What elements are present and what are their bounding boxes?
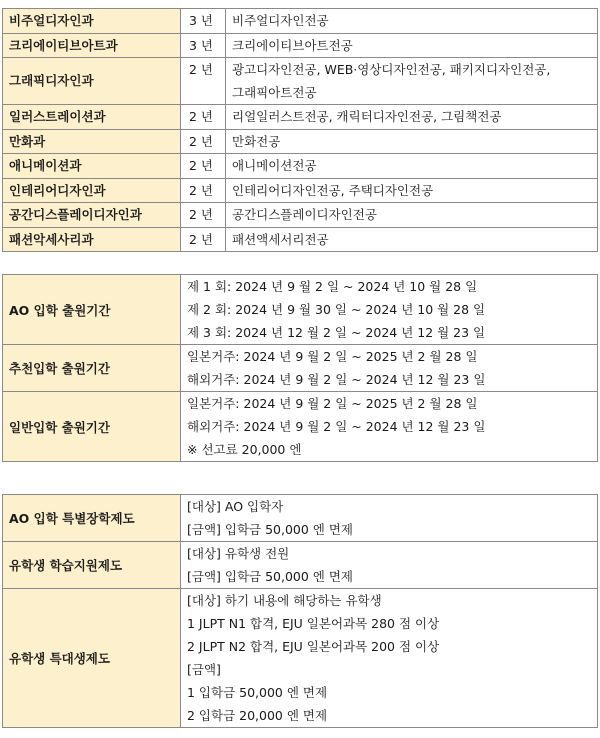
departments-table	[2, 8, 598, 252]
table-row	[3, 154, 598, 179]
department-name: 패션악세사리과	[3, 227, 181, 252]
department-majors: 패션액세서리전공	[226, 227, 598, 252]
department-name: 애니메이션과	[3, 154, 181, 179]
major-line: 광고디자인전공, WEB·영상디자인전공, 패키지디자인전공,	[232, 62, 551, 77]
scholarship-line: 1 입학금 50,000 엔 면제	[187, 685, 328, 700]
scholarship-line: 2 JLPT N2 합격, EJU 일본어과목 200 점 이상	[187, 639, 440, 654]
scholarship-line: [대상] 유학생 전원	[187, 546, 290, 561]
department-years: 3 년	[181, 33, 226, 58]
scholarship-details	[181, 589, 598, 728]
department-years: 2 년	[181, 105, 226, 130]
table-row	[3, 129, 598, 154]
table-row	[3, 275, 598, 345]
table-row	[3, 589, 598, 728]
period-line: 일본거주: 2024 년 9 월 2 일 ~ 2025 년 2 월 28 일	[187, 396, 478, 411]
table-row	[3, 105, 598, 130]
department-years: 2 년	[181, 203, 226, 228]
scholarship-label: 유학생 학습지원제도	[3, 542, 181, 589]
period-line: 제 1 회: 2024 년 9 월 2 일 ~ 2024 년 10 월 28 일	[187, 279, 478, 294]
scholarship-line: [대상] 하기 내용에 해당하는 유학생	[187, 593, 382, 608]
department-name: 일러스트레이션과	[3, 105, 181, 130]
department-name: 크리에이티브아트과	[3, 33, 181, 58]
period-label: 추천입학 출원기간	[3, 345, 181, 392]
scholarship-line: [금액]	[187, 662, 221, 677]
department-majors: 비주얼디자인전공	[226, 9, 598, 34]
table-row	[3, 495, 598, 542]
application-periods-table	[2, 274, 598, 462]
period-line: 제 3 회: 2024 년 12 월 2 일 ~ 2024 년 12 월 23 일	[187, 325, 486, 340]
table-row	[3, 345, 598, 392]
department-years: 2 년	[181, 58, 226, 105]
scholarship-line: 2 입학금 20,000 엔 면제	[187, 708, 328, 723]
period-line: 일본거주: 2024 년 9 월 2 일 ~ 2025 년 2 월 28 일	[187, 349, 478, 364]
department-majors: 리얼일러스트전공, 캐릭터디자인전공, 그림책전공	[226, 105, 598, 130]
table-row	[3, 58, 598, 105]
period-line: 해외거주: 2024 년 9 월 2 일 ~ 2024 년 12 월 23 일	[187, 372, 486, 387]
period-details	[181, 392, 598, 462]
table-row	[3, 178, 598, 203]
department-majors: 공간디스플레이디자인전공	[226, 203, 598, 228]
period-details	[181, 345, 598, 392]
department-majors: 인테리어디자인전공, 주택디자인전공	[226, 178, 598, 203]
department-years: 3 년	[181, 9, 226, 34]
scholarship-line: [금액] 입학금 50,000 엔 면제	[187, 522, 353, 537]
department-name: 만화과	[3, 129, 181, 154]
table-row	[3, 33, 598, 58]
department-years: 2 년	[181, 227, 226, 252]
table-row	[3, 542, 598, 589]
scholarship-line: [대상] AO 입학자	[187, 499, 284, 514]
scholarship-line: [금액] 입학금 50,000 엔 면제	[187, 569, 353, 584]
department-years: 2 년	[181, 178, 226, 203]
scholarship-details	[181, 542, 598, 589]
department-name: 공간디스플레이디자인과	[3, 203, 181, 228]
department-name: 그래픽디자인과	[3, 58, 181, 105]
department-name: 비주얼디자인과	[3, 9, 181, 34]
department-majors: 애니메이션전공	[226, 154, 598, 179]
period-line: 해외거주: 2024 년 9 월 2 일 ~ 2024 년 12 월 23 일	[187, 419, 486, 434]
scholarship-details	[181, 495, 598, 542]
department-name: 인테리어디자인과	[3, 178, 181, 203]
table-row	[3, 392, 598, 462]
department-majors: 크리에이티브아트전공	[226, 33, 598, 58]
scholarships-table	[2, 494, 598, 728]
period-line: 제 2 회: 2024 년 9 월 30 일 ~ 2024 년 10 월 28 일	[187, 302, 486, 317]
department-years: 2 년	[181, 154, 226, 179]
period-note: ※ 선고료 20,000 엔	[187, 442, 302, 457]
major-line: 그래픽아트전공	[232, 85, 317, 100]
table-row	[3, 9, 598, 34]
period-details	[181, 275, 598, 345]
period-label: AO 입학 출원기간	[3, 275, 181, 345]
scholarship-label: 유학생 특대생제도	[3, 589, 181, 728]
table-row	[3, 227, 598, 252]
table-row	[3, 203, 598, 228]
department-majors	[226, 58, 598, 105]
scholarship-line: 1 JLPT N1 합격, EJU 일본어과목 280 점 이상	[187, 616, 440, 631]
department-years: 2 년	[181, 129, 226, 154]
period-label: 일반입학 출원기간	[3, 392, 181, 462]
department-majors: 만화전공	[226, 129, 598, 154]
scholarship-label: AO 입학 특별장학제도	[3, 495, 181, 542]
